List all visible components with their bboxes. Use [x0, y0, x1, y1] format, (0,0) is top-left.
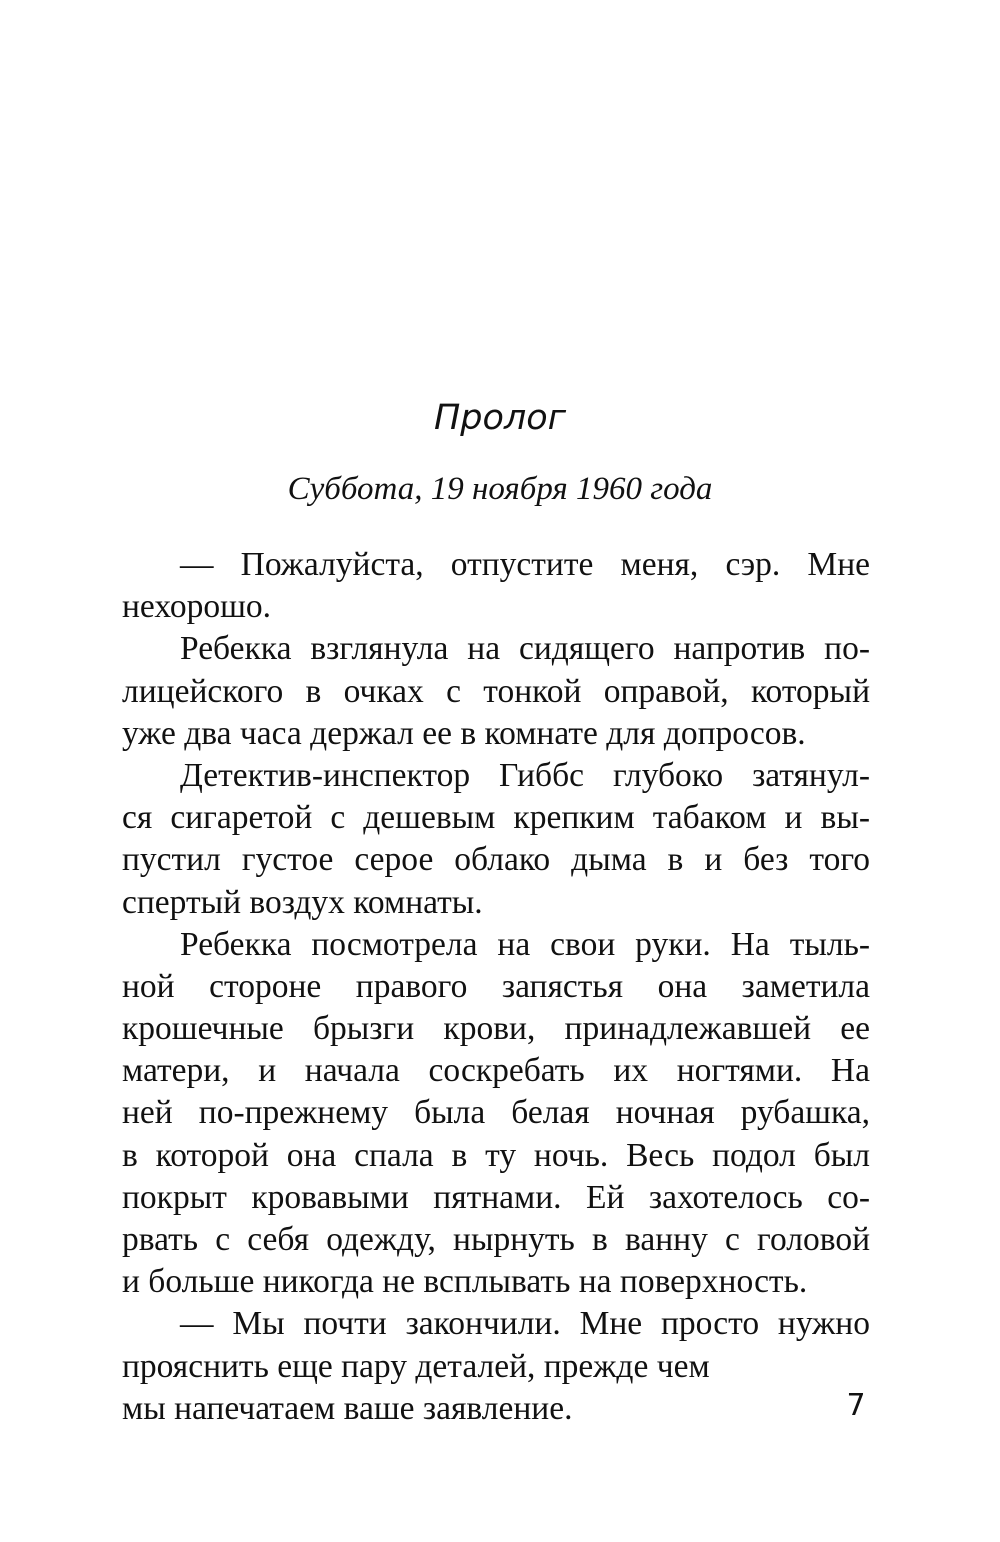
text-line: прояснить еще пару деталей, прежде чем	[122, 1347, 710, 1385]
text-line: в которой она спала в ту ночь. Весь подол был	[122, 1136, 870, 1174]
text-line: — Мы почти закончили. Мне просто нужно	[180, 1305, 870, 1343]
text-line: лицейского в очках с тонкой оправой, который	[122, 672, 870, 710]
text-line: Ребекка посмотрела на свои руки. На тыль-	[180, 925, 870, 963]
text-line: ной стороне правого запястья она заметила	[122, 967, 870, 1005]
text-line: крошечные брызги крови, принадлежавшей ее	[122, 1010, 870, 1048]
text-line: матери, и начала соскребать их ногтями. На	[122, 1052, 870, 1090]
text-line: уже два часа держал ее в комнате для допросов.	[122, 714, 806, 752]
text-line: мы напечатаем ваше заявление.	[122, 1389, 573, 1427]
text-line: покрыт кровавыми пятнами. Ей захотелось со-	[122, 1178, 870, 1216]
text-line: ней по-прежнему была белая ночная рубашка,	[122, 1094, 870, 1132]
text-line: Ребекка взглянула на сидящего напротив по-	[180, 630, 870, 668]
text-line: спертый воздух комнаты.	[122, 883, 483, 921]
text-line: — Пожалуйста, отпустите меня, сэр. Мне	[180, 546, 870, 583]
chapter-date: Суббота, 19 ноября 1960 года	[287, 471, 713, 507]
text-line: ся сигаретой с дешевым крепким табаком и вы-	[122, 799, 870, 837]
text-line: рвать с себя одежду, нырнуть в ванну с головой	[122, 1221, 870, 1258]
text-line: нехорошо.	[122, 588, 271, 626]
chapter-title: Пролог	[433, 398, 567, 438]
text-line: пустил густое серое облако дыма в и без того	[122, 841, 870, 879]
page-number: 7	[846, 1388, 866, 1423]
text-line: Детектив-инспектор Гиббс глубоко затянул-	[180, 756, 870, 794]
text-line: и больше никогда не всплывать на поверхность.	[122, 1263, 808, 1301]
body-text	[122, 544, 870, 1430]
